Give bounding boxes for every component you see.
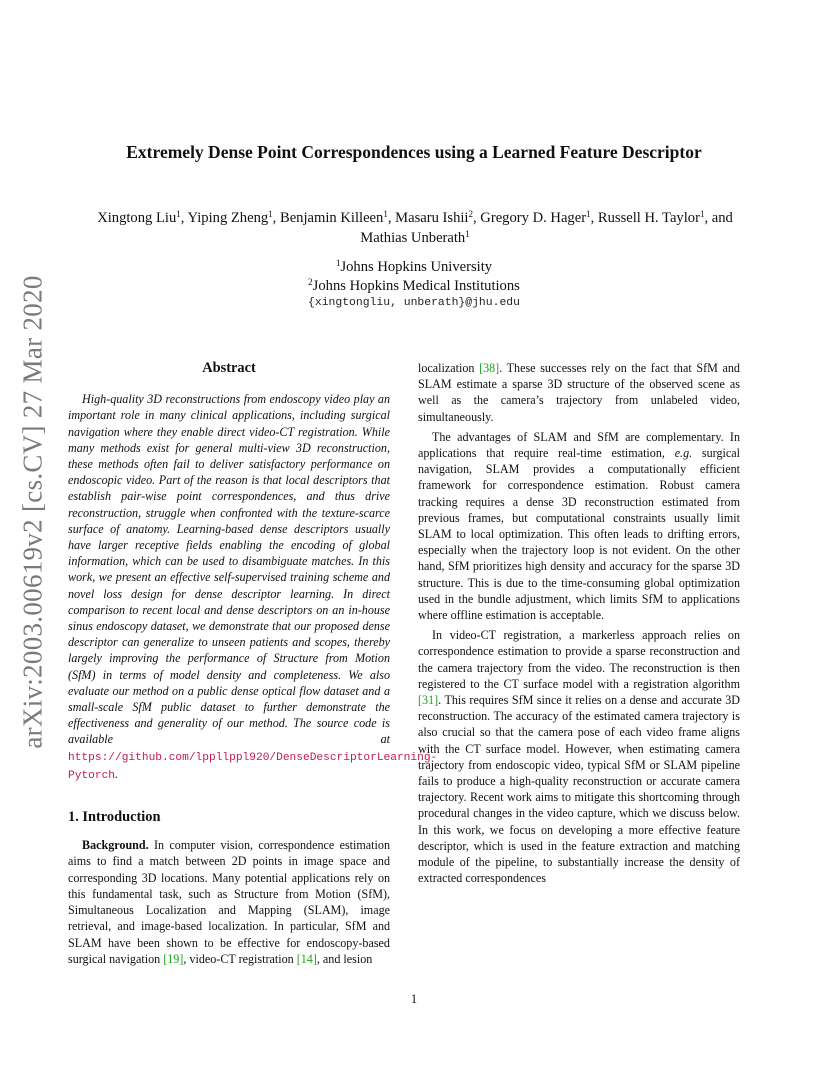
intro-text: points <box>252 854 283 869</box>
intro-text: on <box>614 361 627 375</box>
intro-text: and <box>372 854 391 869</box>
intro-text: (SfM), <box>357 886 391 901</box>
intro-text: computer <box>169 838 216 853</box>
intro-text: retrieval, <box>68 919 112 934</box>
intro-text: and <box>372 919 391 934</box>
intro-text: In <box>154 838 165 853</box>
intro-text: and <box>322 951 341 966</box>
intro-text: . This requires SfM since it relies on a dense and accurate 3D reconstruction. The accuracy of the estimated camera trajectory is also crucial so that the camera pose of each video frame aligns with the CT surface model. However, when estimating camera trajectory from endoscopic video, typical SfM or SLAM pipeline fails to produce a high-quality reconstruction or accurate camera trajectory. Recent work aims to mitigate this shortcoming through procedural changes in the video capture, which we discuss below. In this work, we focus on developing a more effective feature descriptor, which is used in the feature extraction and matching module of the pipeline, to substantially increase the density of extracted correspondences <box>418 693 740 886</box>
intro-text: , <box>316 951 320 966</box>
intro-text: the <box>631 361 647 375</box>
intro-text: registration <box>238 951 294 966</box>
intro-text: that <box>673 361 692 375</box>
abstract-heading: Abstract <box>202 360 256 376</box>
intro-text: localization <box>418 361 475 375</box>
author-name: , Masaru Ishii <box>387 210 469 226</box>
author-affil-mark: 1 <box>465 229 470 239</box>
intro-text: to <box>96 854 107 869</box>
intro-text: observed <box>649 377 694 392</box>
intro-text <box>461 393 473 407</box>
intro-text: to <box>204 935 214 950</box>
intro-text: video-CT <box>189 951 236 966</box>
intro-text: be <box>220 935 232 950</box>
intro-text: trajectory <box>556 393 603 408</box>
intro-text: as <box>451 393 462 408</box>
author-affil-mark: 1 <box>586 209 591 219</box>
intro-text: SLAM <box>68 935 102 950</box>
author-name: , Benjamin Killeen <box>272 210 384 226</box>
arxiv-id: arXiv:2003.00619v2 [cs.CV] 27 Mar 2020 <box>17 275 48 749</box>
intro-text: unlabeled <box>650 393 698 408</box>
intro-text: SLAM <box>418 377 452 392</box>
intro-text: Mapping <box>247 903 292 918</box>
intro-text: These <box>506 361 536 375</box>
affil-name: Johns Hopkins Medical Institutions <box>312 278 520 294</box>
intro-text: well <box>418 393 439 408</box>
intro-text: Localization <box>145 903 207 918</box>
intro-text <box>488 393 500 407</box>
citation-link[interactable]: [14] <box>296 951 317 966</box>
author-name: Xingtong Liu <box>97 210 177 226</box>
intro-text: successes <box>540 361 587 375</box>
intro-text: scene <box>698 377 725 392</box>
author-affil-mark: 1 <box>699 209 705 219</box>
intro-text: lesion <box>343 951 373 966</box>
page-number: 1 <box>410 992 418 1006</box>
intro-text: find <box>112 854 132 869</box>
intro-text: and <box>722 361 740 375</box>
intro-text: this <box>68 886 86 901</box>
intro-text: the <box>473 393 489 408</box>
intro-text: structure <box>567 377 610 392</box>
intro-text <box>278 887 285 901</box>
intro-text: shown <box>166 935 198 950</box>
intro-text: localization. <box>208 919 268 934</box>
author-name: , Gregory D. Hager <box>473 210 587 226</box>
abstract-text: High-quality 3D reconstructions from endoscopy video play an important role in many clinical applications, including surgical navigation where they enable direct video-CT registration. While many methods exist for general multi-view 3D reconstruction, these methods often fail to deliver satisfactory performance on endoscopic video. Part of the reason is that local descriptors that establish pair-wise point correspondences, and thus drive reconstruction, struggle when confronted with the texture-scarce surface of anatomy. Learning-based dense descriptors usually have larger receptive fields enabling the encoding of global information, which can be used to disambiguate matches. In this work, we present an effective self-supervised training scheme and novel loss design for dense descriptor learning. In direct comparison to recent local and dense descriptors on an in-house sinus endoscopy dataset, we demonstrate that our proposed dense descriptor can generalize to unseen patients and scopes, thereby largely improving the performance of Structure from Motion (SfM) in terms of model density and completeness. We also evaluate our method on a public dense optical flow dataset and a small-scale SfM public dataset to further demonstrate the effectiveness and generality of our method. The source code is available at <box>68 392 390 747</box>
intro-text: applications <box>291 870 351 885</box>
intro-text: image <box>303 854 334 869</box>
intro-text: space <box>339 854 367 869</box>
intro-text: simultaneously. <box>418 409 494 424</box>
intro-text: as <box>217 886 228 901</box>
author-affil-mark: 1 <box>383 209 388 219</box>
intro-text: fact <box>650 361 669 375</box>
author-affil-mark: 1 <box>176 209 181 219</box>
citation-link[interactable]: [19] <box>163 951 184 966</box>
author-affil-mark: 2 <box>468 209 473 219</box>
intro-text <box>544 393 556 407</box>
intro-text: the <box>629 377 645 392</box>
intro-text: endoscopy-based <box>306 935 390 950</box>
intro-text: navigation <box>109 951 161 966</box>
affiliation-1 <box>0 259 828 276</box>
author-name: , and Mathias Unberath <box>360 210 733 246</box>
intro-text: between <box>185 854 226 869</box>
right-column <box>418 360 740 891</box>
intro-text: a <box>138 854 144 869</box>
intro-text: The advantages of SLAM and SfM are complementary. In applications that require real-time estimation, <box>418 429 740 461</box>
intro-text: Structure <box>233 886 279 901</box>
intro-text: estimation <box>339 838 390 853</box>
intro-text: rely <box>591 361 610 375</box>
intro-text: image <box>360 903 390 918</box>
author-email: {xingtongliu, unberath}@jhu.edu <box>308 297 520 309</box>
intro-text: a <box>501 377 508 392</box>
intro-text <box>292 903 304 917</box>
intro-text: Simultaneous <box>68 903 134 918</box>
intro-text: e.g. <box>674 446 693 461</box>
paper-title: Extremely Dense Point Correspondences using a Learned Feature Descriptor <box>126 142 702 162</box>
intro-text: for <box>286 935 301 950</box>
intro-text: sparse <box>512 377 543 392</box>
intro-text: . <box>499 361 503 375</box>
intro-paragraph-2 <box>418 429 740 623</box>
intro-text: been <box>137 935 160 950</box>
citation-link[interactable]: [38] <box>479 361 500 375</box>
intro-text: In video-CT registration, a markerless approach relies on correspondence estimation to provide a sparse reconstruction and the camera trajectory from the video. The reconstruction is then registered to the CT surface model with a registration algorithm <box>418 628 740 691</box>
intro-text: effective <box>237 935 280 950</box>
intro-paragraph-1 <box>68 837 390 967</box>
intro-text: camera’s <box>500 393 544 408</box>
source-code-link[interactable]: https://github.com/lppllppl920/DenseDescriptorLearning-Pytorch <box>68 751 438 782</box>
abstract-end: . <box>115 766 119 781</box>
intro-text <box>439 393 451 407</box>
intro-text <box>348 903 360 917</box>
intro-text: task, <box>159 886 182 901</box>
citation-link[interactable]: [31] <box>418 693 439 708</box>
intro-text: potential <box>244 870 288 885</box>
intro-text: corresponding <box>68 870 138 885</box>
intro-text: video, <box>710 393 740 408</box>
intro-text: from <box>284 886 309 901</box>
intro-text: on <box>377 870 391 885</box>
author-name: , Yiping Zheng <box>180 210 269 226</box>
affiliation-2 <box>0 278 828 295</box>
intro-text: have <box>107 935 131 950</box>
affil-name: Johns Hopkins University <box>340 259 493 275</box>
intro-text: image-based <box>141 919 203 934</box>
intro-text: aims <box>68 854 91 869</box>
author-name: , Russell H. Taylor <box>590 210 700 226</box>
intro-text: 2D <box>231 854 247 869</box>
intro-text: In <box>273 919 284 934</box>
intro-text <box>236 903 248 917</box>
runin-heading: Background. <box>82 838 149 853</box>
intro-text: SfM <box>696 361 718 375</box>
intro-text: particular, <box>289 919 339 934</box>
intro-text: correspondence <box>258 838 335 853</box>
intro-text: and <box>117 919 135 934</box>
intro-text: and <box>218 903 236 918</box>
intro-text <box>227 887 234 901</box>
intro-text: rely <box>354 870 374 885</box>
intro-text: estimate <box>456 377 497 392</box>
intro-text: match <box>149 854 180 869</box>
intro-text: surgical <box>68 951 107 966</box>
intro-paragraph-1-cont <box>418 360 740 425</box>
intro-text <box>134 903 146 917</box>
affil-mark: 1 <box>335 258 341 268</box>
intro-text <box>206 903 218 917</box>
intro-text <box>698 393 710 407</box>
author-affil-mark: 1 <box>268 209 273 219</box>
intro-text <box>602 393 614 407</box>
intro-text: locations. <box>160 870 208 885</box>
intro-text: in <box>288 854 298 869</box>
intro-text: surgical navigation, SLAM provides a computationally efficient framework for correspondence estimation. Robust camera tracking requires a dense 3D reconstruction estimated from previous frames, but computational constraints usually limit SLAM to local optimization. This often leads to drifting errors, especially when the trajectory loop is not evident. On the other hand, SfM prioritizes high density and accuracy for the sparse 3D structure. This is due to the time-consuming global optimization used in the bundle adjustment, which limits SfM to applications where offline estimation is acceptable. <box>418 446 740 623</box>
intro-text: fundamental <box>92 886 153 901</box>
intro-paragraph-3 <box>418 627 740 886</box>
section-heading-introduction: 1. Introduction <box>68 809 161 826</box>
intro-text: 3D <box>141 870 157 885</box>
intro-text: (SLAM), <box>303 903 349 918</box>
intro-text: from <box>614 393 639 408</box>
intro-text <box>638 393 650 407</box>
intro-text: such <box>188 886 211 901</box>
affil-mark: 2 <box>308 277 313 287</box>
intro-text: Motion <box>315 886 351 901</box>
intro-text: , <box>183 951 187 966</box>
intro-text: 3D <box>547 377 563 392</box>
intro-text: SfM <box>344 919 367 934</box>
author-list <box>80 208 750 248</box>
intro-text: vision, <box>220 838 254 853</box>
intro-text: of <box>614 377 625 392</box>
arxiv-watermark <box>14 252 52 772</box>
intro-text: as <box>729 377 740 392</box>
intro-text: Many <box>212 870 241 885</box>
